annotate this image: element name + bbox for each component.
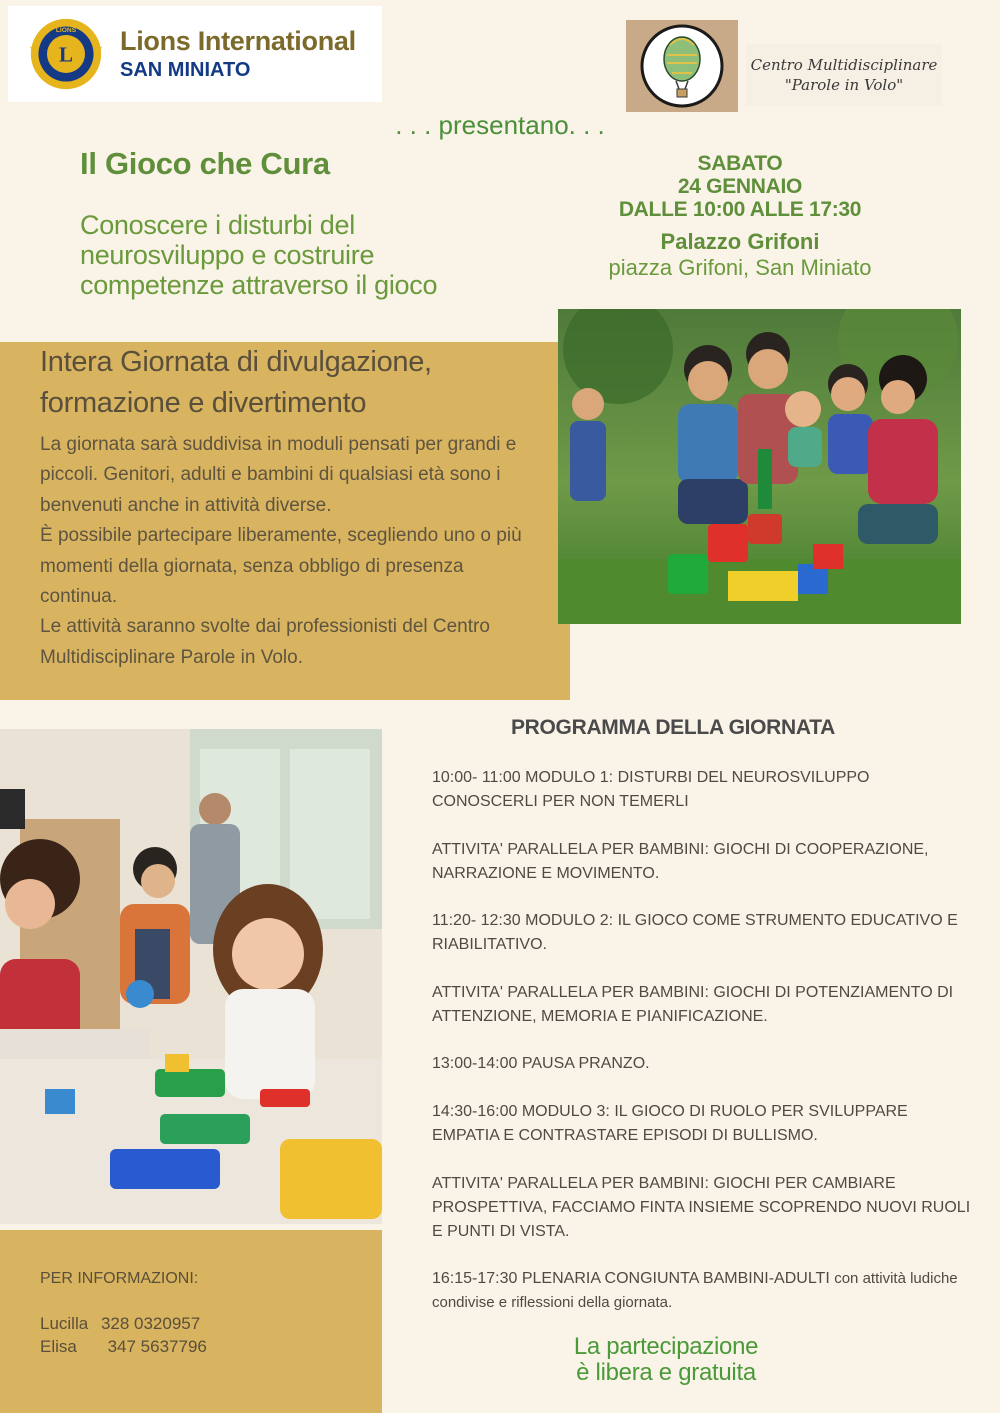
program-item-final bbox=[432, 1267, 972, 1315]
centro-quote: "Parole in Volo" bbox=[784, 76, 904, 94]
svg-text:L: L bbox=[59, 42, 73, 67]
intro-panel bbox=[0, 342, 570, 700]
info-panel bbox=[0, 1230, 382, 1413]
photo-family-playing bbox=[558, 309, 961, 624]
centro-name: Centro Multidisciplinare bbox=[750, 56, 938, 74]
contact-name: Elisa bbox=[40, 1337, 77, 1356]
free-line-2: è libera e gratuita bbox=[576, 1359, 756, 1386]
info-heading: PER INFORMAZIONI: bbox=[40, 1270, 199, 1287]
program-item: 14:30-16:00 MODULO 3: IL GIOCO DI RUOLO PER SVILUPPARE EMPATIA E CONTRASTARE EPISODI DI BULLISMO. bbox=[432, 1102, 908, 1144]
info-contacts bbox=[40, 1312, 382, 1358]
event-title: Il Gioco che Cura bbox=[80, 146, 330, 181]
contact-row bbox=[40, 1335, 382, 1358]
contact-row bbox=[40, 1312, 382, 1335]
event-hours: DALLE 10:00 ALLE 17:30 bbox=[618, 198, 862, 221]
lions-logo bbox=[8, 6, 382, 102]
free-participation-note bbox=[520, 1334, 812, 1386]
program-list bbox=[432, 766, 972, 1339]
program-item: 10:00- 11:00 MODULO 1: DISTURBI DEL NEUROSVILUPPO CONOSCERLI PER NON TEMERLI bbox=[432, 769, 870, 810]
contact-phone: 328 0320957 bbox=[100, 1314, 201, 1333]
intro-paragraph: È possibile partecipare liberamente, scegliendo uno o più momenti della giornata, senza obbligo di presenza continua. bbox=[40, 525, 522, 608]
event-day: SABATO bbox=[697, 152, 783, 175]
event-venue: Palazzo Grifoni bbox=[660, 229, 820, 254]
event-address: piazza Grifoni, San Miniato bbox=[608, 255, 872, 280]
lions-emblem-text: LIONS bbox=[55, 27, 77, 35]
contact-name: Lucilla bbox=[40, 1314, 89, 1333]
contact-phone: 347 5637796 bbox=[107, 1337, 207, 1356]
program-title: PROGRAMMA DELLA GIORNATA bbox=[510, 716, 836, 739]
presentano-text: . . . presentano. . . bbox=[395, 110, 605, 140]
lions-title: Lions International bbox=[120, 26, 356, 56]
hot-air-balloon-icon bbox=[636, 23, 728, 109]
centro-logo-text bbox=[746, 44, 942, 106]
program-final-lower: con attività ludiche condivise e riflessioni della giornata. bbox=[432, 1270, 958, 1312]
intro-body bbox=[40, 430, 540, 673]
intro-heading: Intera Giornata di divulgazione, formazione e divertimento bbox=[40, 346, 432, 419]
program-final-upper: 16:15-17:30 PLENARIA CONGIUNTA BAMBINI-ADULTI bbox=[432, 1270, 830, 1288]
lions-emblem-icon bbox=[28, 16, 104, 92]
intro-paragraph: Le attività saranno svolte dai professionisti del Centro Multidisciplinare Parole in Volo. bbox=[40, 616, 490, 668]
program-item: ATTIVITA' PARALLELA PER BAMBINI: GIOCHI DI COOPERAZIONE, NARRAZIONE E MOVIMENTO. bbox=[432, 840, 929, 882]
program-item: 11:20- 12:30 MODULO 2: IL GIOCO COME STRUMENTO EDUCATIVO E RIABILITATIVO. bbox=[432, 912, 958, 954]
centro-logo-balloon bbox=[626, 20, 738, 112]
free-line-1: La partecipazione bbox=[573, 1333, 759, 1360]
event-date-block bbox=[580, 152, 900, 281]
event-subtitle: Conoscere i disturbi del neurosviluppo e costruire competenze attraverso il gioco bbox=[80, 210, 438, 300]
event-date: 24 GENNAIO bbox=[677, 175, 803, 198]
program-item: ATTIVITA' PARALLELA PER BAMBINI: GIOCHI PER CAMBIARE PROSPETTIVA, FACCIAMO FINTA INSIEME SCOPRENDO NUOVI RUOLI E PUNTI DI VISTA. bbox=[432, 1174, 971, 1240]
photo-classroom bbox=[0, 729, 382, 1224]
intro-paragraph: La giornata sarà suddivisa in moduli pensati per grandi e piccoli. Genitori, adulti e bambini di qualsiasi età sono i benvenuti anche in attività diverse. bbox=[40, 434, 517, 516]
lions-subtitle: SAN MINIATO bbox=[120, 59, 251, 81]
program-item: ATTIVITA' PARALLELA PER BAMBINI: GIOCHI DI POTENZIAMENTO DI ATTENZIONE, MEMORIA E PIANIFICAZIONE. bbox=[432, 983, 954, 1025]
program-item: 13:00-14:00 PAUSA PRANZO. bbox=[432, 1055, 650, 1073]
